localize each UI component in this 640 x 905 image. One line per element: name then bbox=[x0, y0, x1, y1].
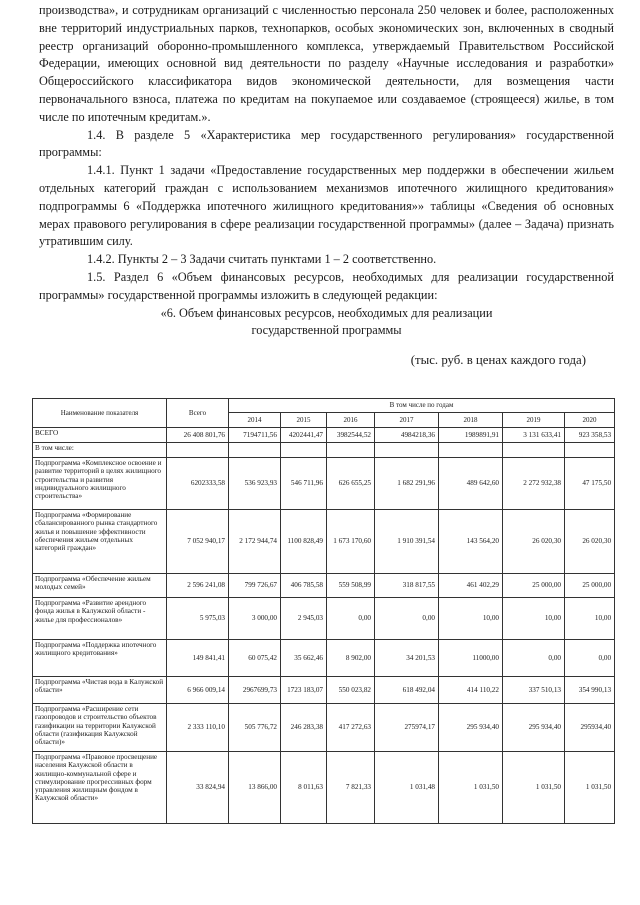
row-year-value bbox=[229, 443, 281, 458]
row-total: 6202333,58 bbox=[167, 458, 229, 510]
row-year-value: 1 031,50 bbox=[565, 752, 615, 824]
row-year-value bbox=[439, 443, 503, 458]
row-year-value: 2 272 932,38 bbox=[503, 458, 565, 510]
row-year-value: 1 031,50 bbox=[439, 752, 503, 824]
table-row bbox=[33, 510, 615, 574]
row-year-value: 26 020,30 bbox=[503, 510, 565, 574]
header-indicator-name: Наименование показателя bbox=[33, 399, 167, 428]
row-year-value: 0,00 bbox=[565, 640, 615, 677]
row-year-value bbox=[503, 443, 565, 458]
section-heading-line-2: государственной программы bbox=[251, 323, 402, 338]
row-year-value: 13 866,00 bbox=[229, 752, 281, 824]
header-total: Всего bbox=[167, 399, 229, 428]
row-name: Подпрограмма «Правовое просвещение населения Калужской области в жилищно-коммунальной сфере и стимулирование прогрессивных форм управления жилищным фондом в Калужской области» bbox=[33, 752, 167, 824]
row-year-value: 417 272,63 bbox=[327, 704, 375, 752]
row-name: Подпрограмма «Чистая вода в Калужской области» bbox=[33, 677, 167, 704]
row-year-value: 546 711,96 bbox=[281, 458, 327, 510]
row-year-value bbox=[281, 443, 327, 458]
row-year-value: 1 682 291,96 bbox=[375, 458, 439, 510]
row-year-value: 295934,40 bbox=[565, 704, 615, 752]
row-year-value: 3 131 633,41 bbox=[503, 428, 565, 443]
table-row bbox=[33, 574, 615, 598]
row-year-value: 489 642,60 bbox=[439, 458, 503, 510]
row-total: 2 333 110,10 bbox=[167, 704, 229, 752]
row-total: 2 596 241,08 bbox=[167, 574, 229, 598]
table-row bbox=[33, 704, 615, 752]
row-year-value bbox=[327, 443, 375, 458]
row-year-value: 34 201,53 bbox=[375, 640, 439, 677]
row-name: Подпрограмма «Формирование сбалансированного рынка стандартного жилья и повышение эффективности обеспечения жильем отдельных категорий граждан» bbox=[33, 510, 167, 574]
financial-resources-table bbox=[32, 398, 615, 824]
row-year-value: 25 000,00 bbox=[503, 574, 565, 598]
row-year-value: 414 110,22 bbox=[439, 677, 503, 704]
units-note: (тыс. руб. в ценах каждого года) bbox=[410, 353, 586, 368]
row-year-value: 3982544,52 bbox=[327, 428, 375, 443]
row-total: 5 975,03 bbox=[167, 598, 229, 640]
row-year-value: 550 023,82 bbox=[327, 677, 375, 704]
row-year-value: 26 020,30 bbox=[565, 510, 615, 574]
row-year-value bbox=[565, 443, 615, 458]
table-row bbox=[33, 428, 615, 443]
header-year: 2018 bbox=[439, 413, 503, 428]
row-year-value: 1 031,48 bbox=[375, 752, 439, 824]
row-year-value: 1723 183,07 bbox=[281, 677, 327, 704]
row-total: 149 841,41 bbox=[167, 640, 229, 677]
row-year-value: 1 910 391,54 bbox=[375, 510, 439, 574]
row-year-value: 25 000,00 bbox=[565, 574, 615, 598]
row-year-value: 11000,00 bbox=[439, 640, 503, 677]
row-year-value: 1 673 170,60 bbox=[327, 510, 375, 574]
row-name: В том числе: bbox=[33, 443, 167, 458]
row-year-value: 2 945,03 bbox=[281, 598, 327, 640]
header-year: 2016 bbox=[327, 413, 375, 428]
table-row bbox=[33, 598, 615, 640]
row-total: 6 966 009,14 bbox=[167, 677, 229, 704]
row-total: 7 052 940,17 bbox=[167, 510, 229, 574]
row-year-value: 295 934,40 bbox=[503, 704, 565, 752]
row-year-value: 337 510,13 bbox=[503, 677, 565, 704]
table-row bbox=[33, 677, 615, 704]
row-year-value: 1 031,50 bbox=[503, 752, 565, 824]
row-year-value: 318 817,55 bbox=[375, 574, 439, 598]
row-year-value: 406 785,58 bbox=[281, 574, 327, 598]
row-year-value: 0,00 bbox=[503, 640, 565, 677]
row-year-value: 47 175,50 bbox=[565, 458, 615, 510]
table-row bbox=[33, 458, 615, 510]
row-year-value: 60 075,42 bbox=[229, 640, 281, 677]
row-year-value: 618 492,04 bbox=[375, 677, 439, 704]
row-year-value: 354 990,13 bbox=[565, 677, 615, 704]
row-name: Подпрограмма «Обеспечение жильем молодых семей» bbox=[33, 574, 167, 598]
paragraph-1-4-1: 1.4.1. Пункт 1 задачи «Предоставление государственных мер поддержки в обеспечении жильем отдельных категорий граждан с использованием механизмов ипотечного жилищного кредитования» подпрограммы 6 «Поддержка ипотечного жилищного кредитования»» таблицы «Сведения об основных мерах правового регулирования в сфере реализации государственной программы» (далее – Задача) признать утратившим силу. bbox=[39, 163, 614, 249]
body-text bbox=[39, 2, 614, 370]
header-years-group: В том числе по годам bbox=[229, 399, 615, 413]
paragraph-1-5: 1.5. Раздел 6 «Объем финансовых ресурсов, необходимых для реализации государственной программы» государственной программы изложить в следующей редакции: bbox=[39, 269, 614, 302]
row-name: Подпрограмма «Развитие арендного фонда жилья в Калужской области - жилье для профессионалов» bbox=[33, 598, 167, 640]
table-row bbox=[33, 752, 615, 824]
section-heading-line-1: «6. Объем финансовых ресурсов, необходимых для реализации bbox=[160, 305, 493, 320]
row-year-value: 0,00 bbox=[375, 598, 439, 640]
row-name: ВСЕГО bbox=[33, 428, 167, 443]
row-year-value: 1989891,91 bbox=[439, 428, 503, 443]
header-year: 2017 bbox=[375, 413, 439, 428]
row-year-value: 536 923,93 bbox=[229, 458, 281, 510]
row-year-value: 7194711,56 bbox=[229, 428, 281, 443]
row-name: Подпрограмма «Поддержка ипотечного жилищного кредитования» bbox=[33, 640, 167, 677]
row-year-value: 10,00 bbox=[439, 598, 503, 640]
row-name: Подпрограмма «Расширение сети газопроводов и строительство объектов газификации на территории Калужской области (газификация Калужской области)» bbox=[33, 704, 167, 752]
row-name: Подпрограмма «Комплексное освоение и развитие территорий в целях жилищного строительства и развития индивидуального жилищного строительства» bbox=[33, 458, 167, 510]
header-year: 2020 bbox=[565, 413, 615, 428]
row-total: 33 824,94 bbox=[167, 752, 229, 824]
row-year-value: 2 172 944,74 bbox=[229, 510, 281, 574]
row-year-value: 8 011,63 bbox=[281, 752, 327, 824]
row-year-value: 4202441,47 bbox=[281, 428, 327, 443]
row-year-value bbox=[375, 443, 439, 458]
header-year: 2015 bbox=[281, 413, 327, 428]
row-year-value: 246 283,38 bbox=[281, 704, 327, 752]
row-year-value: 10,00 bbox=[565, 598, 615, 640]
paragraph-1-4: 1.4. В разделе 5 «Характеристика мер государственного регулирования» государственной программы: bbox=[39, 127, 614, 160]
row-year-value: 4984218,36 bbox=[375, 428, 439, 443]
row-year-value: 8 902,00 bbox=[327, 640, 375, 677]
row-year-value: 10,00 bbox=[503, 598, 565, 640]
row-year-value: 1100 828,49 bbox=[281, 510, 327, 574]
table-row bbox=[33, 640, 615, 677]
row-year-value: 3 000,00 bbox=[229, 598, 281, 640]
table-row bbox=[33, 443, 615, 458]
row-year-value: 275974,17 bbox=[375, 704, 439, 752]
row-year-value: 2967699,73 bbox=[229, 677, 281, 704]
row-total bbox=[167, 443, 229, 458]
paragraph-1-4-2: 1.4.2. Пункты 2 – 3 Задачи считать пунктами 1 – 2 соответственно. bbox=[87, 252, 437, 267]
row-year-value: 461 402,29 bbox=[439, 574, 503, 598]
row-year-value: 923 358,53 bbox=[565, 428, 615, 443]
row-year-value: 143 564,20 bbox=[439, 510, 503, 574]
row-year-value: 0,00 bbox=[327, 598, 375, 640]
header-year: 2019 bbox=[503, 413, 565, 428]
row-year-value: 35 662,46 bbox=[281, 640, 327, 677]
row-year-value: 295 934,40 bbox=[439, 704, 503, 752]
row-year-value: 505 776,72 bbox=[229, 704, 281, 752]
row-year-value: 626 655,25 bbox=[327, 458, 375, 510]
row-year-value: 7 821,33 bbox=[327, 752, 375, 824]
header-year: 2014 bbox=[229, 413, 281, 428]
paragraph-continuation: производства», и сотрудникам организаций с численностью персонала 250 человек и более, расположенных вне территорий индустриальных парков, технопарков, особых экономических зон, включенных в сводный реестр организаций оборонно-промышленного комплекса, утверждаемый Правительством Российской Федерации, имеющих основной вид деятельности по разделу «Научные исследования и разработки» Общероссийского классификатора видов экономической деятельности, для возмещения части первоначального взноса, платежа по кредитам на покупаемое или создаваемое (строящееся) жилье, в том числе по ипотечным кредитам.». bbox=[39, 3, 614, 124]
row-year-value: 559 508,99 bbox=[327, 574, 375, 598]
row-total: 26 408 801,76 bbox=[167, 428, 229, 443]
row-year-value: 799 726,67 bbox=[229, 574, 281, 598]
